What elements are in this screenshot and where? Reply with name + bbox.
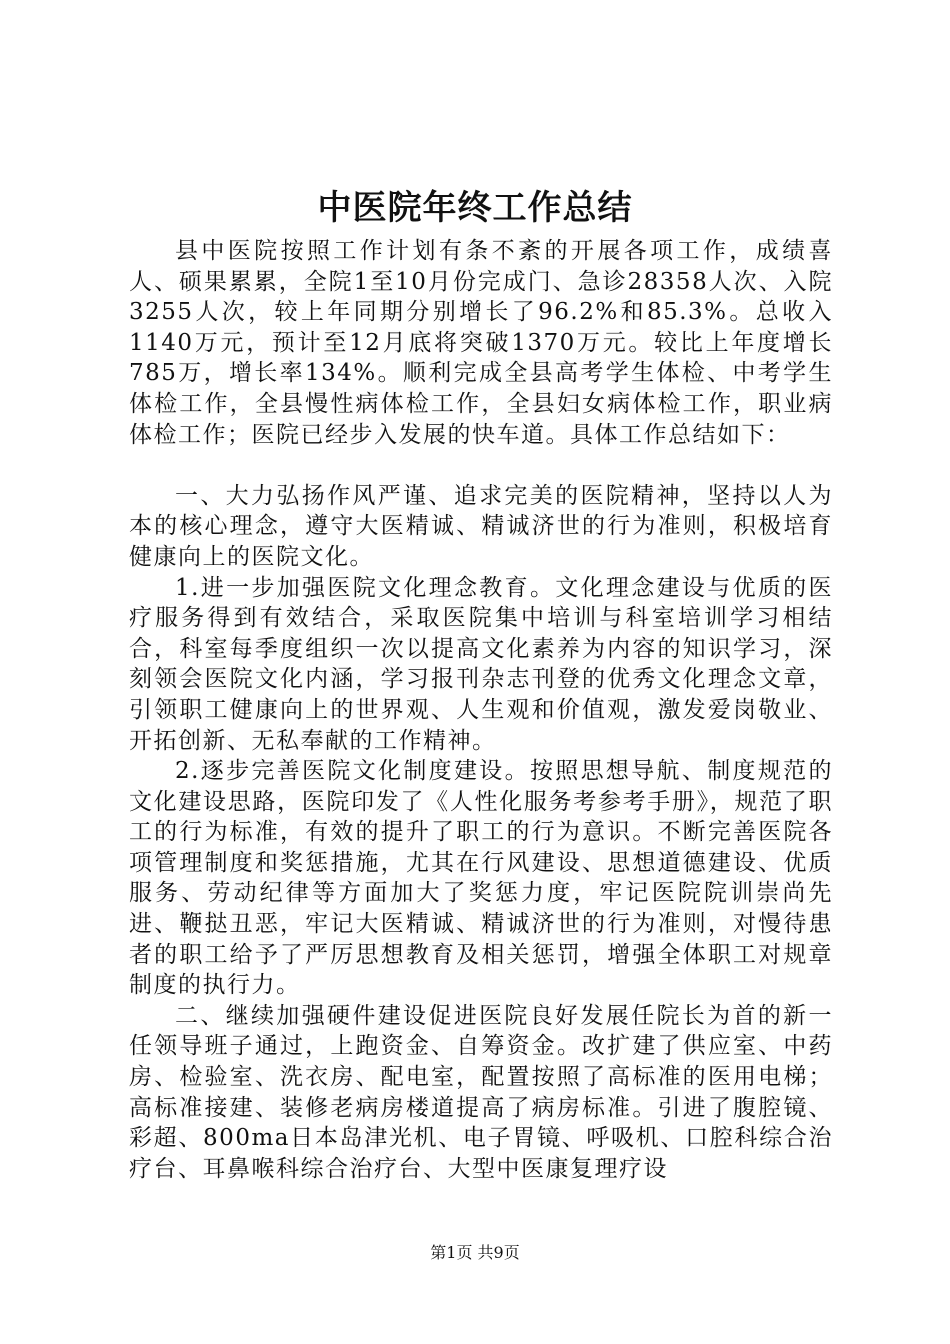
document-body [129, 236, 833, 1184]
paragraph-section-2: 二、继续加强硬件建设促进医院良好发展任院长为首的新一任领导班子通过，上跑资金、自筹资金。改扩建了供应室、中药房、检验室、洗衣房、配电室，配置按照了高标准的医用电梯；高标准接建、装修老病房楼道提高了病房标准。引进了腹腔镜、彩超、800ma日本岛津光机、电子胃镜、呼吸机、口腔科综合治疗台、耳鼻喉科综合治疗台、大型中医康复理疗设 [129, 1002, 833, 1182]
paragraph-section-1: 一、大力弘扬作风严谨、追求完美的医院精神，坚持以人为本的核心理念，遵守大医精诚、精诚济世的行为准则，积极培育健康向上的医院文化。 [129, 482, 833, 570]
paragraph-intro: 县中医院按照工作计划有条不紊的开展各项工作，成绩喜人、硕果累累，全院1至10月份完成门、急诊28358人次、入院3255人次，较上年同期分别增长了96.2%和85.3%。总收入1140万元，预计至12月底将突破1370万元。较比上年度增长785万，增长率134%。顺利完成全县高考学生体检、中考学生体检工作，全县慢性病体检工作，全县妇女病体检工作，职业病体检工作；医院已经步入发展的快车道。具体工作总结如下： [129, 238, 833, 448]
paragraph-item-2: 2.逐步完善医院文化制度建设。按照思想导航、制度规范的文化建设思路，医院印发了《人性化服务考参考手册》，规范了职工的行为标准，有效的提升了职工的行为意识。不断完善医院各项管理制度和奖惩措施，尤其在行风建设、思想道德建设、优质服务、劳动纪律等方面加大了奖惩力度，牢记医院院训崇尚先进、鞭挞丑恶，牢记大医精诚、精诚济世的行为准则，对慢待患者的职工给予了严厉思想教育及相关惩罚，增强全体职工对规章制度的执行力。 [129, 758, 833, 999]
page-number-footer: 第1页 共9页 [430, 1243, 520, 1262]
document-title: 中医院年终工作总结 [317, 188, 633, 228]
paragraph-item-1: 1.进一步加强医院文化理念教育。文化理念建设与优质的医疗服务得到有效结合，采取医院集中培训与科室培训学习相结合，科室每季度组织一次以提高文化素养为内容的知识学习，深刻领会医院文化内涵，学习报刊杂志刊登的优秀文化理念文章，引领职工健康向上的世界观、人生观和价值观，激发爱岗敬业、开拓创新、无私奉献的工作精神。 [129, 574, 833, 754]
